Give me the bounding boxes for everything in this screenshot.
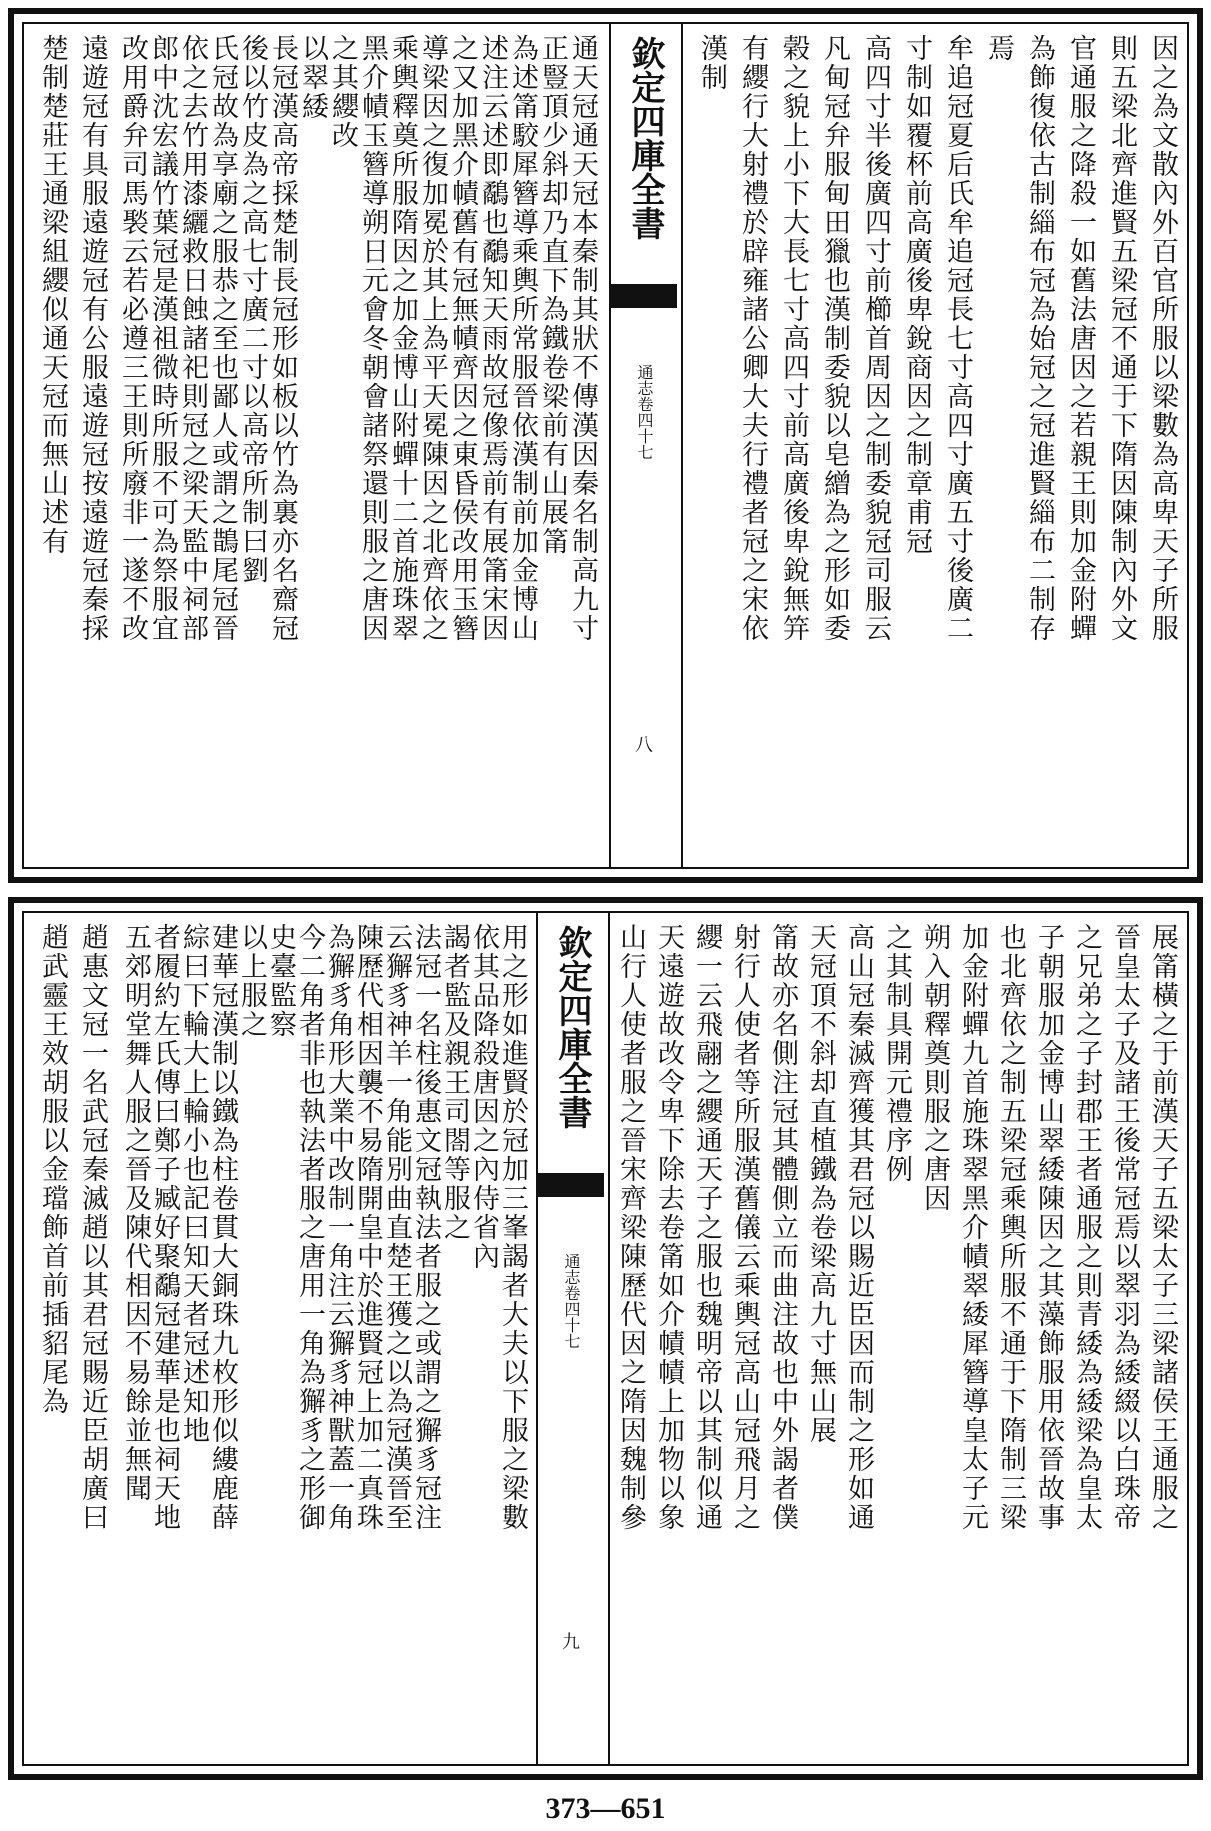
lower-page	[8, 897, 1203, 1780]
text-column: 陳歷代相因襲不易隋開皇中於進賢冠上加二真珠	[352, 923, 383, 1532]
text-column: 也北齊依之制五梁冠乘輿所服不通于下隋制三梁	[995, 923, 1026, 1532]
text-column: 天冠頂不斜却直植鐵為卷梁高九寸無山展	[805, 923, 836, 1445]
lower-folio-number: 九	[562, 1632, 580, 1653]
page-number: 373—651	[545, 1792, 666, 1825]
text-column: 焉	[983, 34, 1014, 63]
text-column: 郎中沈宏議竹葉冠是漢祖微時所服不可為祭服宜	[147, 34, 178, 643]
text-column: 之又加黑介幘舊有冠無幘齊因之東昏侯改用玉簪	[447, 34, 478, 643]
text-column: 建華冠漢制以鐵為柱卷貫大銅珠九枚形似縷鹿薛	[207, 923, 238, 1532]
text-column: 述注云述即鷸也鷸知天雨故冠像焉前有展筩宋因	[477, 34, 508, 643]
text-column: 寸制如覆杯前高廣後卑銳商因之制章甫冠	[901, 34, 932, 556]
text-column: 氏冠故為享廟之服恭之至也鄙人或謂之鵲尾冠晉	[207, 34, 238, 643]
text-column: 加金附蟬九首施珠翠黑介幘翠緌犀簪導皇太子元	[957, 923, 988, 1532]
text-column: 凡甸冠弁服甸田獵也漢制委貌以皂繒為之形如委	[819, 34, 850, 643]
text-column: 法冠一名柱後惠文冠執法者服之或謂之獬豸冠注	[410, 923, 441, 1532]
text-column: 晉皇太子及諸王後常冠焉以翠羽為緌綴以白珠帝	[1109, 923, 1140, 1532]
text-column: 山行人使者服之晉宋齊梁陳歷代因之隋因魏制參	[615, 923, 646, 1532]
text-column: 改用爵弁司馬褧云若必遵三王則所廢非一遂不改	[117, 34, 148, 643]
text-column: 之其纓改	[327, 34, 358, 150]
text-column: 高山冠秦滅齊獲其君冠以賜近臣因而制之形如通	[843, 923, 874, 1532]
text-column: 為述筩駮犀簪導乘輿所常服晉依漢制前加金博山	[507, 34, 538, 643]
text-column: 乘輿釋奠所服隋因之加金博山附蟬十二首施珠翠	[387, 34, 418, 643]
text-column: 趙武靈王效胡服以金璫飾首前插貂尾為	[37, 923, 68, 1416]
text-column: 楚制楚莊王通梁組纓似通天冠而無山述有	[37, 34, 68, 556]
text-column: 朔入朝釋奠則服之唐因	[919, 923, 950, 1213]
text-column: 者履約左氏傳曰鄭子臧好聚鷸冠建華是也祠天地	[149, 923, 180, 1532]
text-column: 導梁因之復加冕於其上為平天冕陳因之北齊依之	[417, 34, 448, 643]
lower-page-frame	[22, 911, 1189, 1766]
upper-center-band	[609, 24, 683, 867]
text-column: 則五梁北齊進賢五梁冠不通于下隋因陳制內外文	[1106, 34, 1137, 643]
text-column: 黑介幘玉簪導朔日元會冬朝會諸祭還則服之唐因	[357, 34, 388, 643]
text-column: 之兄弟之子封郡王者通服之則青緌為緌梁為皇太	[1071, 923, 1102, 1532]
text-column: 以上服之	[236, 923, 267, 1039]
text-column: 正豎頂少斜却乃直下為鐵卷梁前有山展筩	[537, 34, 568, 556]
text-column: 官通服之降殺一如舊法唐因之若親王則加金附蟬	[1065, 34, 1096, 643]
fish-tail-mark	[538, 1173, 604, 1197]
text-column: 通天冠通天冠本秦制其狀不傳漢因秦名制高九寸	[567, 34, 598, 643]
text-column: 後以竹皮為之高七寸廣二寸以高帝所制曰劉	[237, 34, 268, 585]
lower-volume-label: 通志卷四十七	[562, 1253, 581, 1349]
text-column: 筩故亦名側注冠其體側立而曲注故也中外謁者僕	[767, 923, 798, 1532]
lower-book-title: 欽定四庫全書	[552, 925, 592, 1129]
text-column: 高四寸半後廣四寸前櫛首周因之制委貌冠司服云	[860, 34, 891, 643]
text-column: 有纓行大射禮於辟雍諸公卿大夫行禮者冠之宋依	[737, 34, 768, 643]
text-column: 天遠遊故改令卑下除去卷筩如介幘幘上加物以象	[653, 923, 684, 1532]
upper-book-title: 欽定四庫全書	[625, 36, 665, 240]
text-column: 牟追冠夏后氏牟追冠長七寸高四寸廣五寸後廣二	[942, 34, 973, 643]
text-column: 長冠漢高帝採楚制長冠形如板以竹為裏亦名齋冠	[267, 34, 298, 643]
text-column: 為飾復依古制緇布冠為始冠之冠進賢緇布二制存	[1024, 34, 1055, 643]
text-column: 為獬豸角形大業中改制一角注云獬豸神獸蓋一角	[323, 923, 354, 1532]
text-column: 綜曰下輪大上輪小也記曰知天者冠述知地	[178, 923, 209, 1445]
text-column: 纓一云飛翮之纓通天子之服也魏明帝以其制似通	[691, 923, 722, 1532]
text-column: 依之去竹用漆纚救日蝕諸祀則冠之梁天監中祠部	[177, 34, 208, 643]
text-column: 子朝服加金博山翠緌陳因之其藻飾服用依晉故事	[1033, 923, 1064, 1532]
text-column: 今二角者非也執法者服之唐用一角為獬豸之形御	[294, 923, 325, 1532]
upper-folio-number: 八	[635, 735, 653, 756]
text-column: 云獬豸神羊一角能別曲直楚王獲之以為冠漢晉至	[381, 923, 412, 1532]
text-column: 漢制	[696, 34, 727, 92]
text-column: 謁者監及親王司閤等服之	[439, 923, 470, 1242]
text-column: 以翠緌	[297, 34, 328, 121]
fish-tail-mark	[611, 284, 677, 308]
text-column: 史臺監察	[265, 923, 296, 1039]
text-column: 五郊明堂舞人服之晉及陳代相因不易餘並無聞	[120, 923, 151, 1503]
upper-page	[8, 8, 1203, 883]
upper-volume-label: 通志卷四十七	[635, 364, 654, 460]
upper-page-frame	[22, 22, 1189, 869]
lower-center-band	[536, 913, 610, 1764]
text-column: 展筩橫之于前漢天子五梁太子三梁諸侯王通服之	[1147, 923, 1178, 1532]
text-column: 之其制具開元禮序例	[881, 923, 912, 1184]
text-column: 趙惠文冠一名武冠秦滅趙以其君冠賜近臣胡廣曰	[77, 923, 108, 1532]
text-column: 射行人使者等所服漢舊儀云乘輿冠高山冠飛月之	[729, 923, 760, 1532]
text-column: 榖之貌上小下大長七寸高四寸前高廣後卑銳無笄	[778, 34, 809, 643]
text-column: 因之為文散內外百官所服以梁數為高卑天子所服	[1147, 34, 1178, 643]
text-column: 用之形如進賢於冠加三峯謁者大夫以下服之梁數	[497, 923, 528, 1532]
text-column: 遠遊冠有具服遠遊冠有公服遠遊冠按遠遊冠秦採	[77, 34, 108, 643]
text-column: 依其品降殺唐因之內侍省內	[468, 923, 499, 1271]
